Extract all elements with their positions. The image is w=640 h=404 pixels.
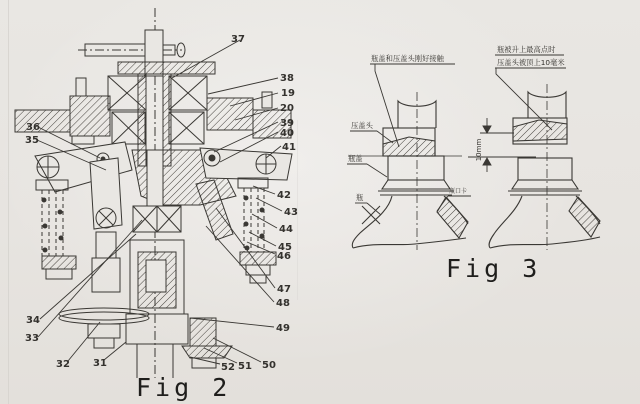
callout-number: 34 [26,315,40,326]
callout-number: 37 [231,34,245,45]
callout-number: 39 [280,118,294,129]
bottle-capping-detail-left [348,92,468,250]
callout-number: 52 [221,362,235,373]
callout-number: 38 [280,73,294,84]
callout-number: 35 [25,135,39,146]
callout-number: 50 [262,360,276,371]
note-cam-top-line2: 压盖头被顶上10毫米 [497,58,565,67]
label-bottle-cap: 瓶盖 [348,154,363,163]
callout-number: 40 [280,128,294,139]
callout-number: 48 [276,298,290,309]
callout-number: 20 [280,103,294,114]
callout-number: 47 [277,284,291,295]
callout-number: 33 [25,333,39,344]
spring-right [238,178,276,283]
spring-left [36,180,76,279]
label-bottle: 瓶 [356,193,364,202]
callout-number: 44 [279,224,293,235]
bottle-capping-detail-right [489,84,600,250]
callout-number: 42 [277,190,291,201]
callout-number: 45 [278,242,292,253]
callout-number: 49 [276,323,290,334]
label-neck-holder: 瓶口卡 [449,188,468,195]
callout-number: 36 [26,122,40,133]
note-cam-top-line1: 瓶被升上最高点时 [497,45,556,54]
fig2-caption: Fig 2 [136,373,232,402]
bearing-blocks [108,76,207,144]
label-press-head: 压盖头 [351,121,373,130]
callout-number: 51 [238,361,252,372]
capping-machine-cross-section [15,8,292,378]
dimension-text: 10mm [475,138,483,162]
callout-number: 43 [284,207,298,218]
callout-number: 19 [281,88,295,99]
callout-number: 46 [277,251,291,262]
fig3-caption: Fig 3 [446,254,542,283]
note-cap-contact: 瓶盖和压盖头刚好接触 [371,54,444,63]
callout-number: 31 [93,358,107,369]
callout-number: 41 [282,142,296,153]
callout-number: 32 [56,359,70,370]
